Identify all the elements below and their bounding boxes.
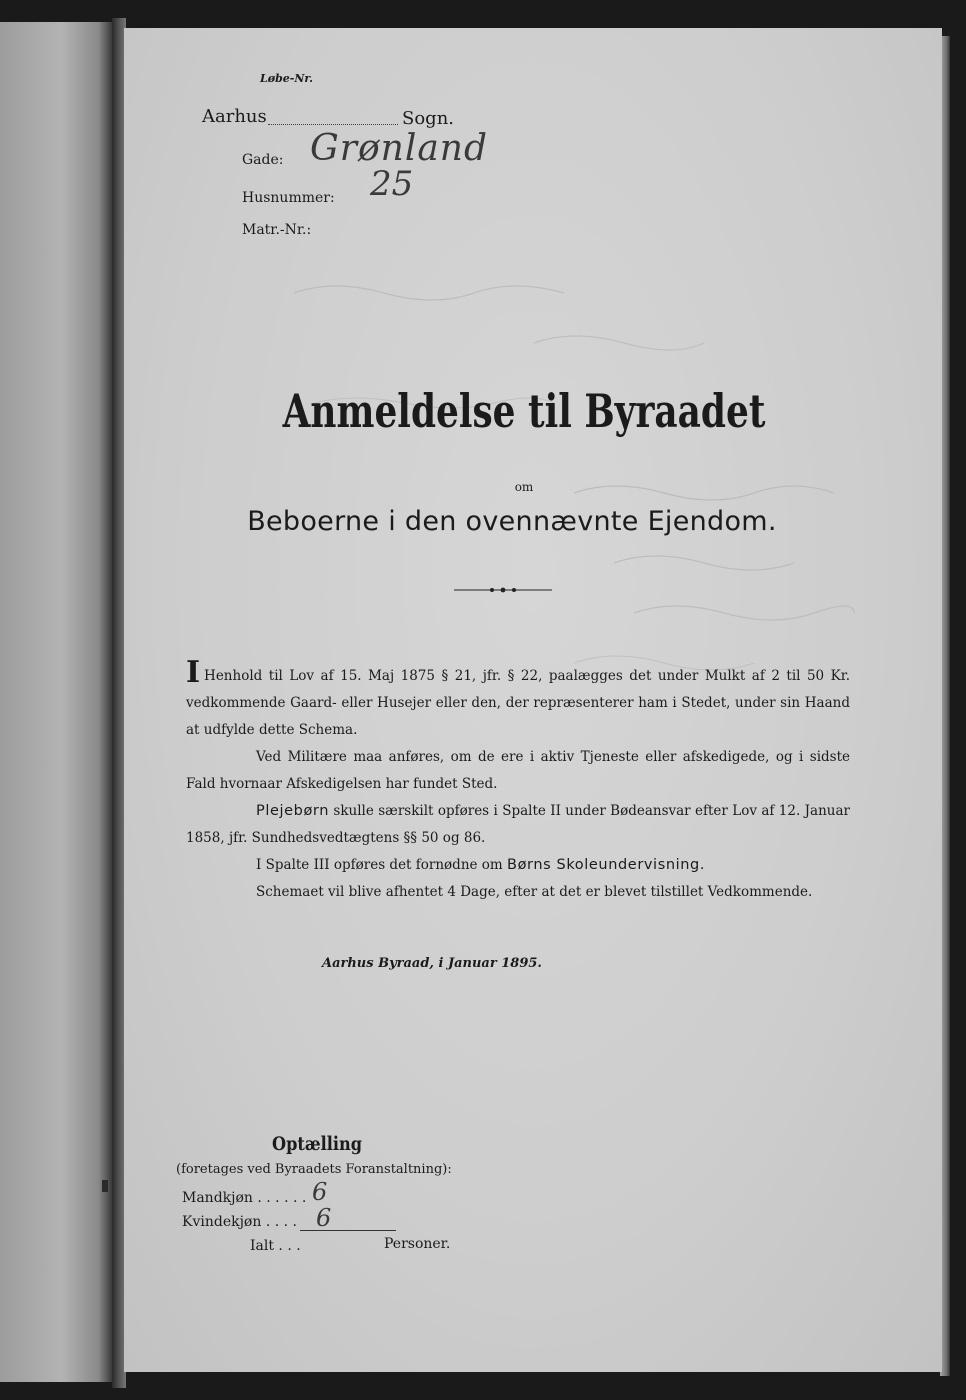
kvindekjon-handwritten-value: 6 <box>316 1204 332 1232</box>
ornament-divider <box>454 586 552 594</box>
matr-nr-label: Matr.-Nr.: <box>242 222 312 238</box>
gade-handwritten-value: Grønland <box>310 128 489 169</box>
husnummer-label: Husnummer: <box>242 190 335 206</box>
instruction-paragraph-4 <box>186 852 850 879</box>
sogn-label: Sogn. <box>402 108 455 129</box>
sogn-fill-line <box>268 124 398 125</box>
left-page-edge <box>0 22 112 1382</box>
om-connector: om <box>514 480 534 494</box>
loebe-nr-label: Løbe-Nr. <box>260 72 313 85</box>
instructions-body <box>186 655 850 906</box>
sum-rule <box>300 1230 396 1231</box>
husnummer-handwritten-value: 25 <box>370 164 414 204</box>
mandkjon-label: Mandkjøn . . . . . . <box>182 1190 307 1206</box>
skoleundervisning-emphasis: Børns Skoleundervisning. <box>507 857 706 873</box>
document-title: Anmeldelse til Byraadet <box>282 384 766 438</box>
bleed-through-strokes <box>274 263 894 693</box>
instruction-paragraph-3 <box>186 798 850 852</box>
binding-tab <box>102 1180 108 1192</box>
plejeborn-emphasis: Plejebørn <box>256 803 330 819</box>
paragraph-3-text: skulle særskilt opføres i Spalte II under Bødeansvar efter Lov af 12. Januar 1858, jfr. Sundhedsvedtægtens §§ 50 og 86. <box>186 803 850 846</box>
count-subtitle: (foretages ved Byraadets Foranstaltning): <box>176 1162 452 1177</box>
document-page <box>124 28 942 1372</box>
instruction-paragraph-2: Ved Militære maa anføres, om de ere i aktiv Tjeneste eller afskedigede, og i sidste Fald hvornaar Afskedigelsen har fundet Sted. <box>186 749 850 792</box>
instruction-paragraph-5: Schemaet vil blive afhentet 4 Dage, efter at det er blevet tilstillet Vedkommende. <box>256 884 813 900</box>
drop-cap: I <box>186 655 201 690</box>
gade-label: Gade: <box>242 152 284 168</box>
paragraph-4-text: I Spalte III opføres det fornødne om <box>256 857 503 873</box>
paragraph-1-text: Henhold til Lov af 15. Maj 1875 § 21, jfr. § 22, paalægges det under Mulkt af 2 til 50 Kr. vedkommende Gaard- eller Husejer eller den, der repræsenterer ham i Stedet, under sin Haand at udfylde dette Schema. <box>186 668 850 738</box>
issuer-signature: Aarhus Byraad, i Januar 1895. <box>322 956 542 971</box>
ialt-label: Ialt . . . <box>250 1238 301 1254</box>
city-label: Aarhus <box>202 106 267 127</box>
mandkjon-handwritten-value: 6 <box>312 1178 328 1206</box>
count-title: Optælling <box>272 1133 363 1155</box>
kvindekjon-label: Kvindekjøn . . . . <box>182 1214 297 1230</box>
instruction-paragraph-1 <box>186 655 850 744</box>
personer-label: Personer. <box>384 1236 451 1252</box>
bleed-through-texture <box>274 263 894 693</box>
document-subtitle: Beboerne i den ovennævnte Ejendom. <box>247 506 777 537</box>
